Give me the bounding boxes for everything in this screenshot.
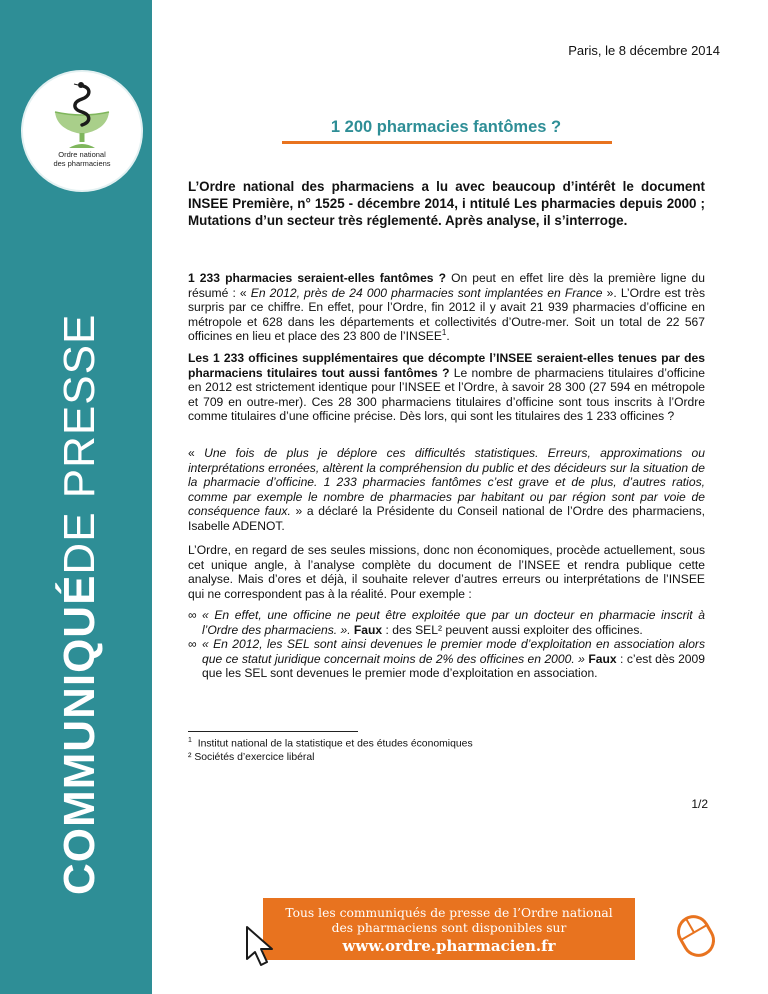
mouse-icon [670, 896, 732, 960]
banner-line-1: Tous les communiqués de presse de l’Ordre national [285, 906, 613, 920]
footnote-divider [188, 731, 358, 732]
website-link[interactable]: www.ordre.pharmacien.fr [342, 937, 556, 955]
bullet-icon: ∞ [188, 608, 197, 622]
website-banner [263, 898, 635, 960]
sidebar [0, 0, 152, 994]
paragraph-1 [188, 271, 705, 344]
p1-bold: 1 233 pharmacies seraient-elles fantômes ? [188, 271, 446, 285]
bullet-icon: ∞ [188, 637, 197, 651]
p3-text-1: « [188, 446, 205, 460]
paragraph-3-quote [188, 446, 705, 533]
logo [23, 72, 141, 190]
p2-bold: Les 1 233 officines supplémentaires que décompte l’INSEE seraient-elles tenues par des pharmaciens titulaires tout aussi fantômes ? [188, 351, 705, 380]
cursor-icon [243, 925, 277, 967]
p1-italic: En 2012, près de 24 000 pharmacies sont implantées en France [250, 285, 603, 300]
logo-line-2: des pharmaciens [53, 159, 111, 168]
list-item [188, 637, 705, 681]
p2-text-1: Le nombre de pharmaciens titulaires d’officine en 2012 est strictement identique pour l’INSEE et l’Ordre, à savoir 28 300 (27 594 en métropole et 709 en outre-mer). Ces 28 300 pharmaciens titulaires d’officine sont tous inscrits à l’Ordre comme titulaires d’une officine précise. Dès lors, qui sont les titulaires des 1 233 officines ? [188, 365, 705, 423]
bullet-bold: Faux [350, 622, 383, 637]
communique-de-presse-title [55, 313, 104, 895]
p1-text-2: ». L’Ordre est très surpris par ce chiffre. En effet, pour l’Ordre, fin 2012 il y avait 21 939 pharmacies d’officine en métropole et 628 dans les départements et collectivités d’Outre-mer. Soit un total de 22 567 officines en lieu et place des 23 800 de l’INSEE [188, 285, 706, 343]
headline-underline [282, 141, 612, 144]
logo-line-1: Ordre national [58, 150, 106, 159]
title-bold: COMMUNIQUÉ [55, 574, 104, 895]
headline: 1 200 pharmacies fantômes ? [330, 118, 562, 136]
bullet-text: : c’est dès 2009 que les SEL sont devenues le premier mode d’exploitation en association. [202, 651, 705, 680]
paragraph-2 [188, 351, 705, 424]
bullet-text: : des SEL² peuvent aussi exploiter des officines. [382, 622, 643, 637]
bullet-list [188, 608, 705, 681]
list-item [188, 608, 705, 637]
bullet-italic: « En 2012, les SEL sont ainsi devenues le premier mode d’exploitation en association alors que ce statut juridique concernait moins de 2% des officines en 2000. » [202, 637, 705, 666]
p1-text-3: . [446, 329, 450, 343]
footnote-2: ² Sociétés d’exercice libéral [188, 752, 315, 763]
caduceus-cup-icon [51, 78, 113, 152]
p3-text-2: » a déclaré la Présidente du Conseil national de l’Ordre des pharmaciens, Isabelle ADENOT. [188, 504, 705, 533]
lead-paragraph: L’Ordre national des pharmaciens a lu avec beaucoup d’intérêt le document INSEE Première, n° 1525 - décembre 2014, i ntitulé Les pharmacies depuis 2000 ; Mutations d’un secteur très réglementé. Après analyse, il s’interroge. [188, 179, 705, 228]
bullet-italic: « En effet, une officine ne peut être exploitée que par un docteur en pharmacie inscrit à l’Ordre des pharmaciens. ». [202, 608, 705, 637]
paragraph-4: L’Ordre, en regard de ses seules missions, donc non économiques, procède actuellement, sous cet unique angle, à l’analyse complète du document de l’INSEE et rendra publique cette analyse. Mais d’ores et déjà, il souhaite relever d’autres erreurs ou interprétations de l’INSEE qui ne correspondent pas à la réalité. Pour exemple : [188, 543, 705, 601]
date: Paris, le 8 décembre 2014 [568, 43, 720, 58]
footnote-1 [188, 735, 473, 750]
p3-italic: Une fois de plus je déplore ces difficultés statistiques. Erreurs, approximations ou interprétations erronées, altèrent la compréhension du public et des décideurs sur la situation de la pharmacie d’officine. 1 233 pharmacies fantômes c’est grave et de plus, d’autres ratios, comme par exemple le nombre de pharmacies par habitant ou par région sont par voie de conséquence faux. [188, 446, 705, 518]
footnote-1-text: Institut national de la statistique et des études économiques [197, 738, 473, 750]
page-number: 1/2 [691, 797, 708, 811]
logo-text [23, 150, 141, 168]
bullet-bold: Faux [584, 651, 617, 666]
footnote-1-mark: 1 [188, 737, 192, 744]
banner-line-2: des pharmaciens sont disponibles sur [331, 921, 567, 935]
footnote-ref-1: 1 [441, 327, 447, 337]
p1-text-1: On peut en effet lire dès la première ligne du résumé : « [188, 271, 705, 300]
title-light: DE PRESSE [55, 313, 104, 575]
